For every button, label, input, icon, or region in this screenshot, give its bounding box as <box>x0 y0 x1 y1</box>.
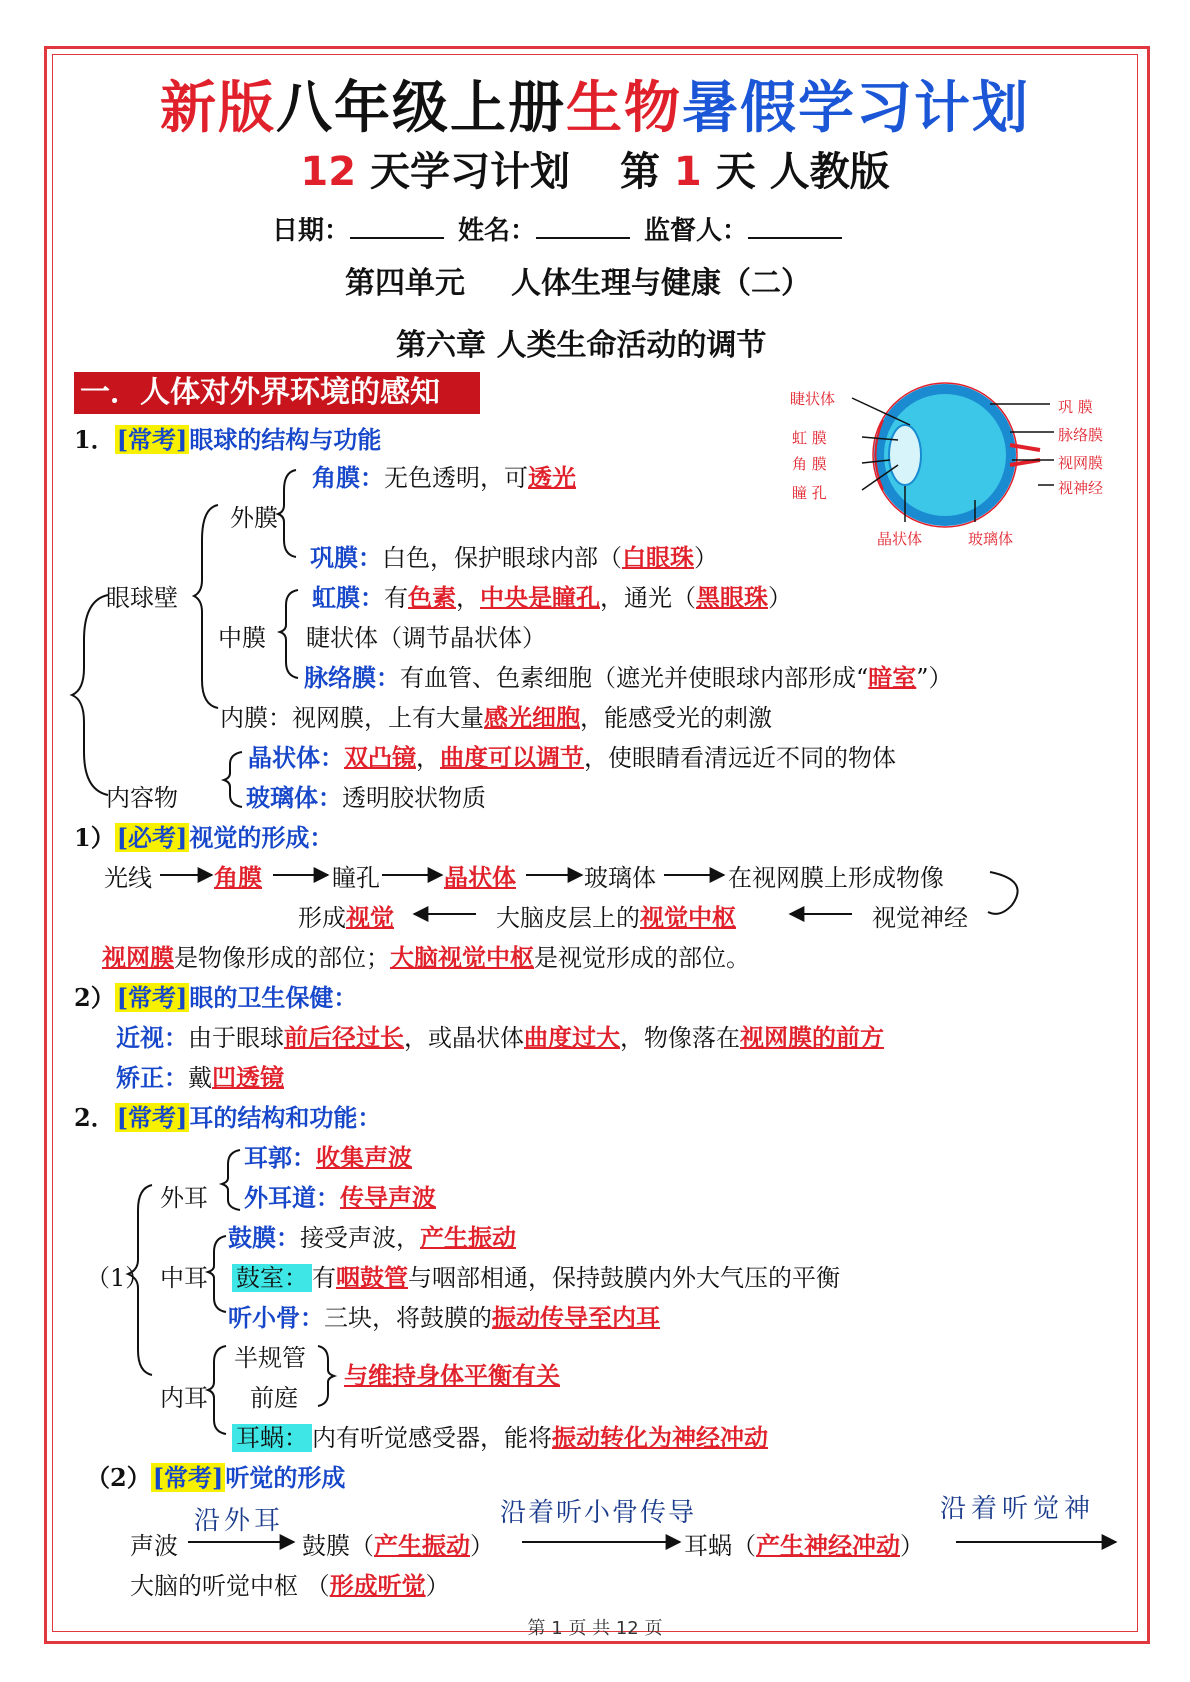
name-label: 姓名： <box>458 216 537 246</box>
correction-line <box>116 1058 284 1093</box>
cornea-label: 角膜： <box>312 463 384 492</box>
myopia-k3: 视网膜的前方 <box>740 1023 884 1052</box>
label-vestibule: 前庭 <box>250 1384 298 1412</box>
eye-label-ciliary: 睫状体 <box>790 390 836 408</box>
label-eyeball-wall: 眼球壁 <box>106 584 178 612</box>
subtitle <box>0 140 1190 197</box>
eardrum-key: 产生振动 <box>420 1223 516 1252</box>
lens-label: 晶状体： <box>248 743 344 772</box>
eye-label-pupil: 瞳 孔 <box>792 484 827 502</box>
correction-label: 矫正： <box>116 1063 188 1092</box>
vision-heading-text: 视觉的形成： <box>189 823 334 852</box>
cornea-text: 无色透明，可 <box>384 464 528 492</box>
vision-form-key: 视觉 <box>346 903 394 932</box>
ossicle-key: 振动传导至内耳 <box>492 1303 660 1332</box>
lens-line <box>248 738 896 773</box>
eye-heading-tag: [常考] <box>116 425 188 454</box>
hearing-cochlea <box>684 1526 924 1561</box>
myopia-line <box>116 1018 884 1053</box>
eye-label-iris: 虹 膜 <box>792 429 827 447</box>
vision-heading <box>74 818 333 853</box>
vision-step-image: 在视网膜上形成物像 <box>728 864 944 892</box>
sclera-end: ） <box>694 544 718 572</box>
hearing-eardrum-text: 鼓膜（ <box>302 1532 374 1560</box>
choroid-end: ”） <box>916 664 953 692</box>
canal-key: 传导声波 <box>340 1183 436 1212</box>
tympanic-label: 鼓室： <box>232 1264 312 1292</box>
cochlea-text: 内有听觉感受器，能将 <box>312 1424 552 1452</box>
date-blank[interactable] <box>350 237 444 239</box>
title-part-1: 新版 <box>160 76 276 141</box>
canal-label: 外耳道： <box>244 1183 340 1212</box>
vision-note <box>102 938 750 973</box>
ciliary-line: 睫状体（调节晶状体） <box>306 624 546 652</box>
vision-num: 1） <box>74 823 115 852</box>
sclera-line <box>310 538 718 573</box>
auricle-line <box>244 1138 412 1173</box>
hearing-heading <box>86 1458 345 1493</box>
eardrum-label: 鼓膜： <box>228 1223 300 1252</box>
myopia-t3: ，物像落在 <box>620 1024 740 1052</box>
correction-text: 戴 <box>188 1064 212 1092</box>
eye-heading-text: 眼球的结构与功能 <box>189 425 382 454</box>
subtitle-day-number: 1 <box>673 149 702 195</box>
inner-text: 内膜：视网膜，上有大量 <box>220 704 484 732</box>
page-title <box>0 64 1190 144</box>
vision-step-cornea: 角膜 <box>214 863 262 892</box>
subtitle-plan: 天学习计划 <box>356 149 570 195</box>
lens-end: ，使眼睛看清远近不同的物体 <box>584 744 896 772</box>
lens-k2: 曲度可以调节 <box>440 743 584 772</box>
inner-membrane-line <box>220 698 772 733</box>
hearing-cochlea-end: ） <box>900 1532 924 1560</box>
canal-line <box>244 1178 436 1213</box>
tympanic-key: 咽鼓管 <box>336 1263 408 1292</box>
label-middle-ear: 中耳 <box>160 1264 208 1292</box>
iris-k1: 色素 <box>408 583 456 612</box>
vision-cortex-key: 视觉中枢 <box>640 903 736 932</box>
vision-form-text: 形成 <box>298 904 346 932</box>
unit-title: 人体生理与健康（二） <box>511 266 811 301</box>
info-line <box>272 210 842 247</box>
hearing-heading-text: 听觉的形成 <box>225 1463 346 1492</box>
title-part-3: 生物 <box>566 76 682 141</box>
page-footer: 第 1 页 共 12 页 <box>527 1618 663 1639</box>
ear-group-label: （1） <box>86 1264 150 1292</box>
inner-key: 感光细胞 <box>484 703 580 732</box>
myopia-t2: ，或晶状体 <box>404 1024 524 1052</box>
ear-num: 2． <box>74 1103 115 1132</box>
vision-cortex-text: 大脑皮层上的 <box>496 904 640 932</box>
hearing-num: （2） <box>86 1463 151 1492</box>
vision-tag: [必考] <box>116 823 188 852</box>
hearing-eardrum-end: ） <box>470 1532 494 1560</box>
auricle-key: 收集声波 <box>316 1143 412 1172</box>
inner-end: ，能感受光的刺激 <box>580 704 772 732</box>
chapter-title: 第六章 人类生命活动的调节 <box>396 328 767 363</box>
balance-key: 与维持身体平衡有关 <box>344 1361 560 1390</box>
myopia-t1: 由于眼球 <box>188 1024 284 1052</box>
tympanic-t1: 有 <box>312 1264 336 1292</box>
label-semicircular-canals: 半规管 <box>234 1344 306 1372</box>
eye-heading-num: 1． <box>74 425 115 454</box>
hearing-via-nerve: 沿着听觉神 <box>940 1494 1096 1524</box>
supervisor-blank[interactable] <box>748 237 842 239</box>
eye-label-retina: 视网膜 <box>1058 454 1104 472</box>
iris-line <box>312 578 792 613</box>
label-inner-ear: 内耳 <box>160 1384 208 1412</box>
hearing-brain-end: ） <box>425 1572 450 1600</box>
iris-k2: 中央是瞳孔 <box>480 583 600 612</box>
eye-label-lens: 晶状体 <box>877 530 923 548</box>
vision-row2-cortex <box>496 898 736 933</box>
vision-step-pupil: 瞳孔 <box>332 864 380 892</box>
hearing-brain <box>130 1566 450 1601</box>
eye-label-optic-nerve: 视神经 <box>1058 479 1104 497</box>
cochlea-label: 耳蜗： <box>232 1424 312 1452</box>
hearing-cochlea-key: 产生神经冲动 <box>756 1531 900 1560</box>
cochlea-line <box>232 1418 768 1453</box>
subtitle-day-prefix: 第 <box>619 149 674 195</box>
label-middle-membrane: 中膜 <box>218 624 266 652</box>
eye-heading <box>74 420 381 455</box>
label-outer-ear: 外耳 <box>160 1184 208 1212</box>
iris-t4: ） <box>768 584 792 612</box>
sclera-label: 巩膜： <box>310 543 382 572</box>
vision-step-light: 光线 <box>104 864 152 892</box>
auricle-label: 耳郭： <box>244 1143 316 1172</box>
hearing-via-ossicles: 沿着听小骨传导 <box>500 1498 697 1528</box>
vision-row2-form <box>298 898 394 933</box>
vision-note-k1: 视网膜 <box>102 943 174 972</box>
hearing-tag: [常考] <box>152 1463 224 1492</box>
ear-tag: [常考] <box>116 1103 188 1132</box>
ear-heading-text: 耳的结构和功能： <box>189 1103 382 1132</box>
eye-label-choroid: 脉络膜 <box>1058 426 1104 444</box>
vision-step-vitreous: 玻璃体 <box>584 864 656 892</box>
iris-t2: ， <box>456 584 480 612</box>
title-part-2: 八年级上册 <box>276 76 566 141</box>
myopia-k2: 曲度过大 <box>524 1023 620 1052</box>
hearing-via-outer-ear: 沿外耳 <box>194 1506 285 1536</box>
hygiene-num: 2） <box>74 983 115 1012</box>
label-contents: 内容物 <box>106 784 178 812</box>
vision-note-k2: 大脑视觉中枢 <box>390 943 534 972</box>
choroid-key: 暗室 <box>868 663 917 692</box>
name-blank[interactable] <box>536 237 630 239</box>
hearing-eardrum <box>302 1526 494 1561</box>
ossicle-line <box>228 1298 660 1333</box>
hygiene-heading <box>74 978 357 1013</box>
subtitle-edition: 天 人教版 <box>701 149 890 195</box>
iris-t1: 有 <box>384 584 408 612</box>
hearing-sound: 声波 <box>130 1532 178 1560</box>
lens-t1: ， <box>416 744 440 772</box>
choroid-text: 有血管、色素细胞（遮光并使眼球内部形成“ <box>400 664 869 692</box>
hearing-cochlea-text: 耳蜗（ <box>684 1532 756 1560</box>
iris-label: 虹膜： <box>312 583 384 612</box>
vitreous-label: 玻璃体： <box>246 783 342 812</box>
hearing-eardrum-key: 产生振动 <box>374 1531 470 1560</box>
hearing-brain-key: 形成听觉 <box>329 1571 426 1600</box>
tympanic-line <box>232 1258 840 1293</box>
hygiene-heading-text: 眼的卫生保健： <box>189 983 358 1012</box>
ossicle-label: 听小骨： <box>228 1303 324 1332</box>
sclera-key: 白眼珠 <box>622 543 694 572</box>
vision-note-t1: 是物像形成的部位； <box>174 944 390 972</box>
label-outer-membrane: 外膜 <box>230 504 278 532</box>
iris-k3: 黑眼珠 <box>696 583 768 612</box>
cornea-line <box>312 458 576 493</box>
vision-step-optic-nerve: 视觉神经 <box>872 904 968 932</box>
title-part-4: 暑假学习计划 <box>682 76 1030 141</box>
correction-key: 凹透镜 <box>212 1063 284 1092</box>
eye-label-sclera: 巩 膜 <box>1058 398 1093 416</box>
eye-label-cornea: 角 膜 <box>792 455 827 473</box>
eardrum-text: 接受声波， <box>300 1224 420 1252</box>
sclera-text: 白色，保护眼球内部（ <box>382 544 622 572</box>
eardrum-line <box>228 1218 516 1253</box>
tympanic-t2: 与咽部相通，保持鼓膜内外大气压的平衡 <box>408 1264 840 1292</box>
myopia-label: 近视： <box>116 1023 188 1052</box>
vitreous-line <box>246 778 486 813</box>
hearing-brain-text: 大脑的听觉中枢 （ <box>130 1572 330 1600</box>
subtitle-days-number: 12 <box>300 149 357 195</box>
iris-t3: ，通光（ <box>600 584 696 612</box>
myopia-k1: 前后径过长 <box>284 1023 404 1052</box>
supervisor-label: 监督人： <box>644 216 749 246</box>
vitreous-text: 透明胶状物质 <box>342 784 486 812</box>
section-title: 一．人体对外界环境的感知 <box>74 372 480 414</box>
vision-note-t2: 是视觉形成的部位。 <box>534 944 750 972</box>
unit-line <box>345 258 811 302</box>
cornea-key: 透光 <box>528 463 576 492</box>
choroid-line <box>304 658 953 693</box>
ear-heading <box>74 1098 381 1133</box>
unit-label: 第四单元 <box>345 266 465 301</box>
hygiene-tag: [常考] <box>116 983 188 1012</box>
date-label: 日期： <box>272 216 351 246</box>
eye-label-vitreous: 玻璃体 <box>968 530 1014 548</box>
vision-step-lens: 晶状体 <box>444 863 516 892</box>
choroid-label: 脉络膜： <box>304 663 400 692</box>
ossicle-text: 三块，将鼓膜的 <box>324 1304 492 1332</box>
lens-k1: 双凸镜 <box>344 743 416 772</box>
cochlea-key: 振动转化为神经冲动 <box>552 1423 768 1452</box>
